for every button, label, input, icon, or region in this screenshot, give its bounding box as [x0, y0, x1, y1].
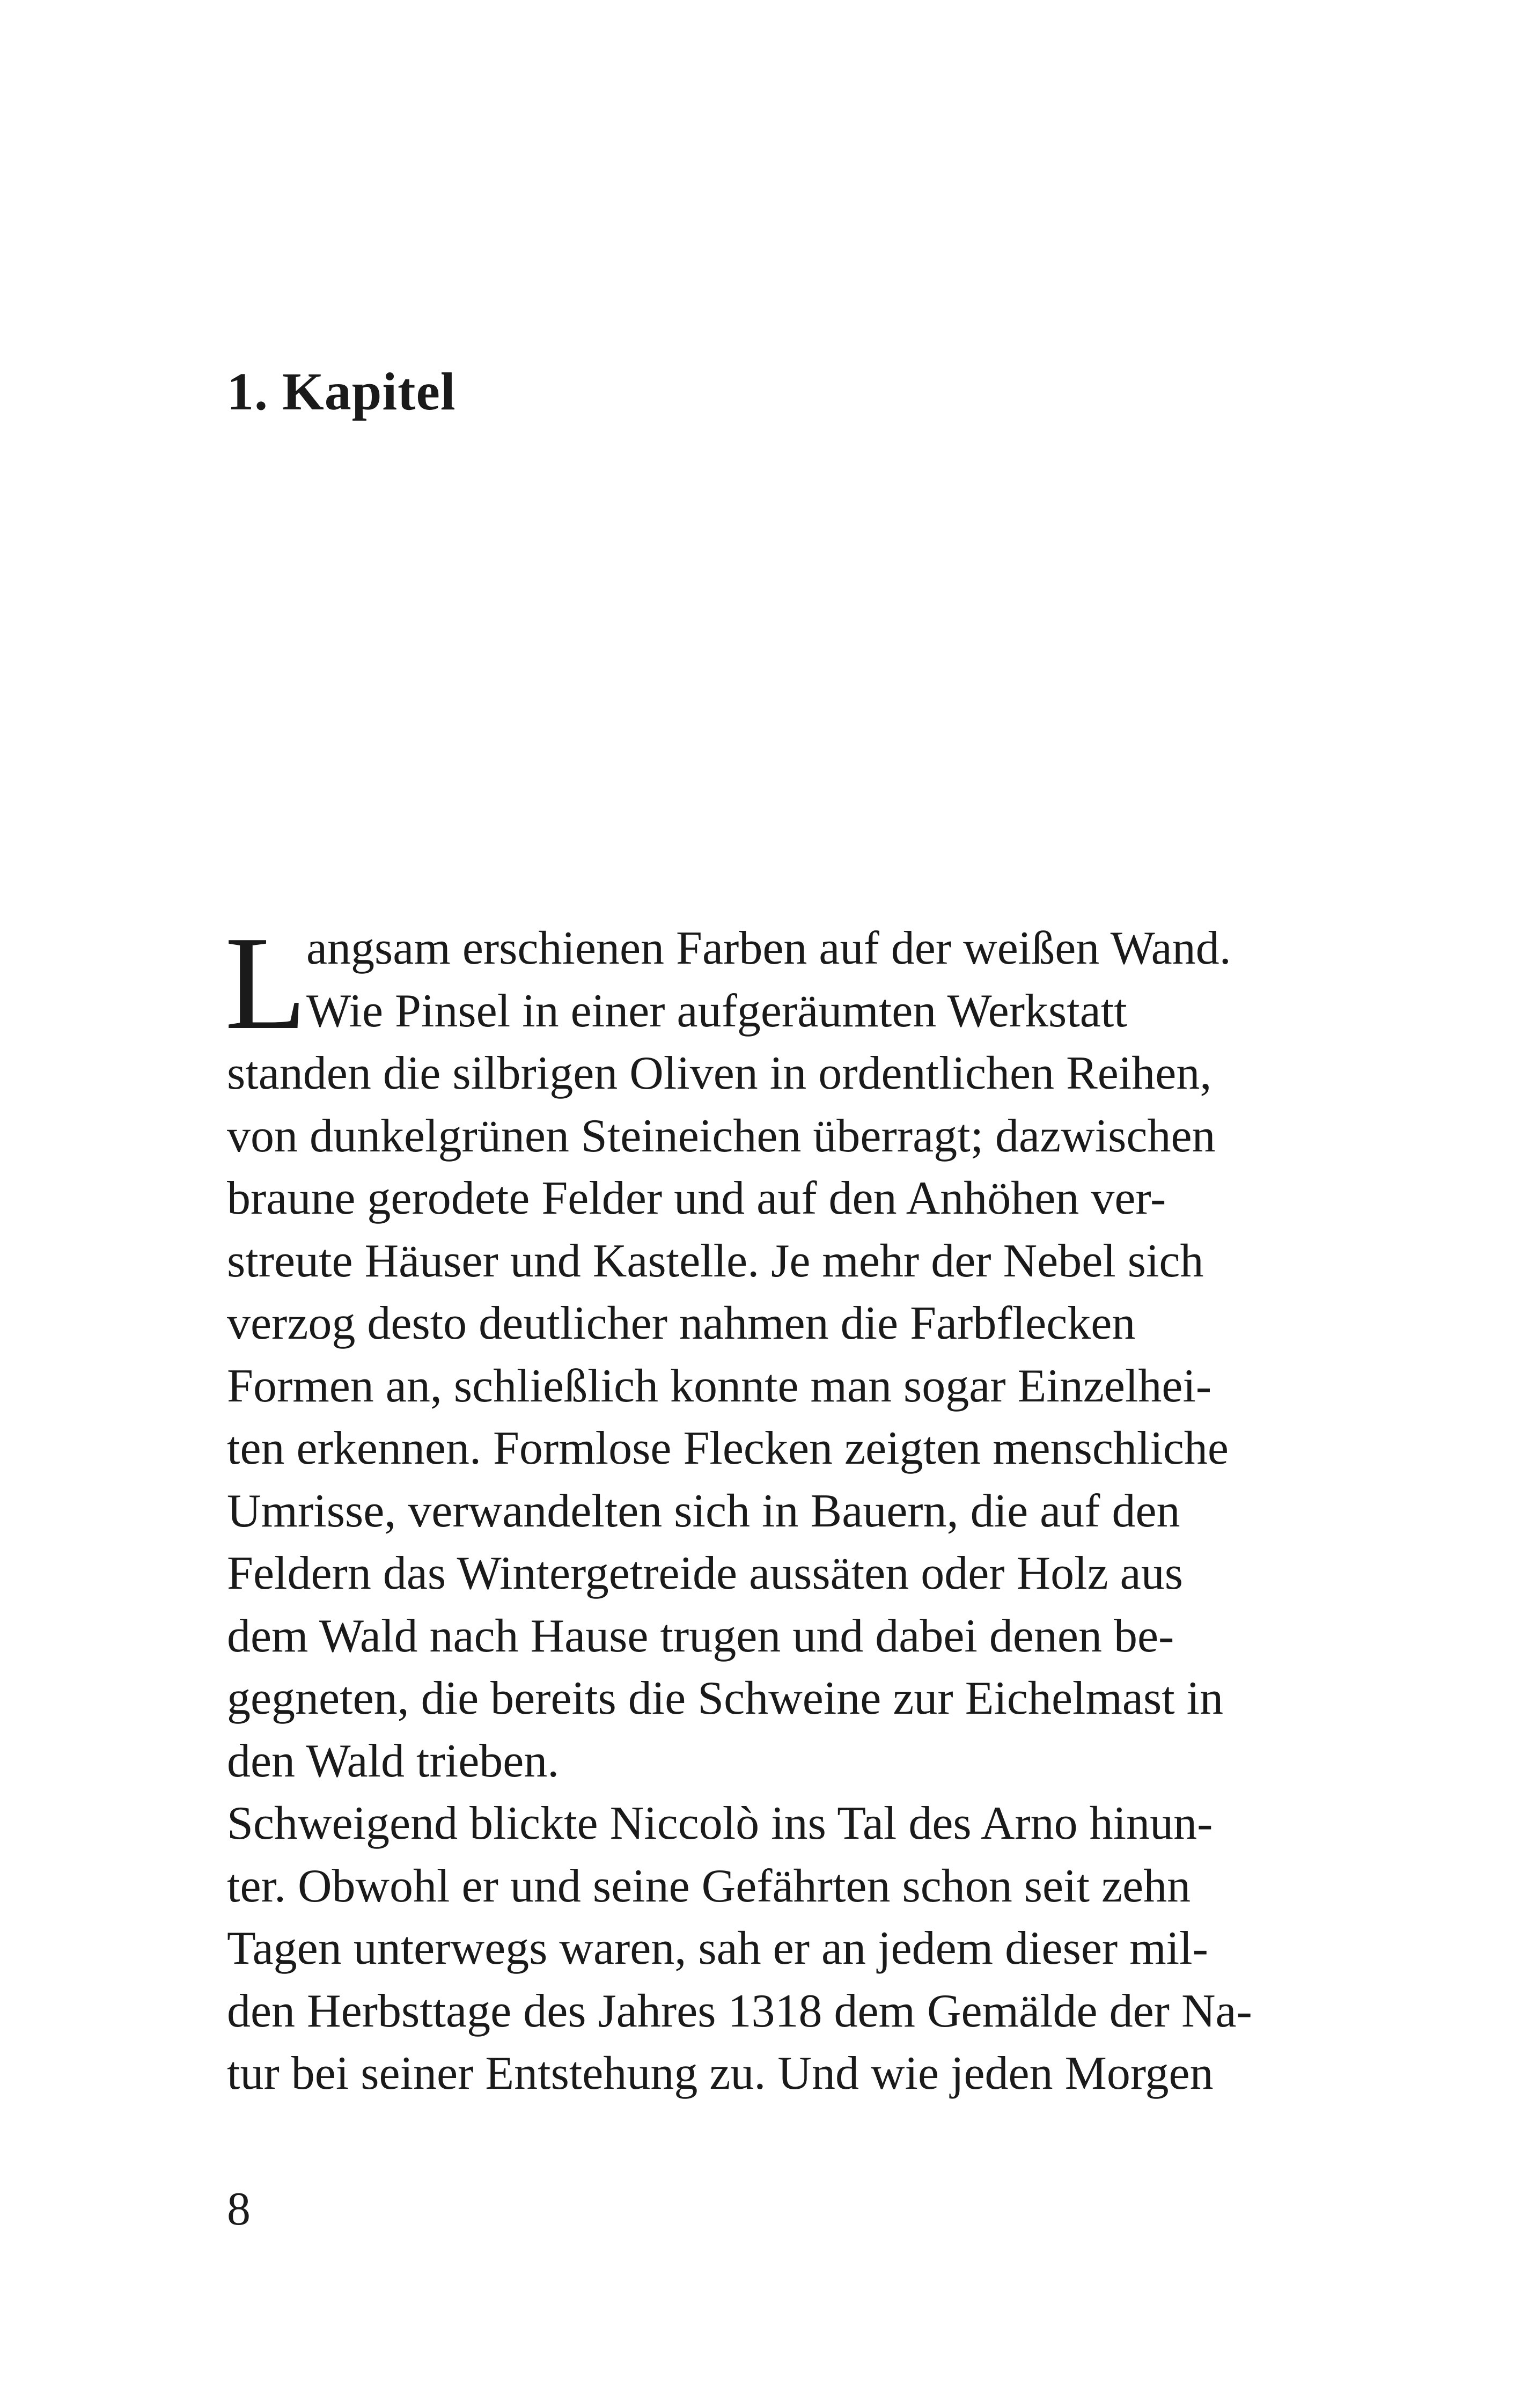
- page-number: 8: [227, 2183, 251, 2235]
- text-line: den Herbsttage des Jahres 1318 dem Gemälde der Na-: [227, 1985, 1252, 2037]
- text-line: Schweigend blickte Niccolò ins Tal des Arno hinun-: [227, 1797, 1213, 1849]
- text-line: verzog desto deutlicher nahmen die Farbflecken: [227, 1297, 1136, 1349]
- text-line: Wie Pinsel in einer aufgeräumten Werkstatt: [306, 985, 1127, 1037]
- text-line: angsam erschienen Farben auf der weißen Wand.: [306, 922, 1231, 974]
- body-text: [225, 909, 1300, 2105]
- text-line: dem Wald nach Hause trugen und dabei denen be-: [227, 1610, 1174, 1662]
- text-line: Feldern das Wintergetreide aussäten oder Holz aus: [227, 1547, 1183, 1599]
- text-line: gegneten, die bereits die Schweine zur Eichelmast in: [227, 1672, 1224, 1724]
- text-line: Formen an, schließlich konnte man sogar Einzelhei-: [227, 1360, 1212, 1412]
- text-line: den Wald trieben.: [227, 1735, 560, 1787]
- chapter-title: 1. Kapitel: [227, 362, 456, 421]
- text-line: tur bei seiner Entstehung zu. Und wie jeden Morgen: [227, 2047, 1214, 2099]
- text-line: von dunkelgrünen Steineichen überragt; dazwischen: [227, 1110, 1216, 1162]
- text-line: ten erkennen. Formlose Flecken zeigten menschliche: [227, 1422, 1229, 1474]
- drop-cap: L: [225, 909, 307, 1058]
- text-line: ter. Obwohl er und seine Gefährten schon seit zehn: [227, 1860, 1191, 1912]
- text-line: Tagen unterwegs waren, sah er an jedem dieser mil-: [227, 1922, 1208, 1974]
- text-line: standen die silbrigen Oliven in ordentlichen Reihen,: [227, 1047, 1212, 1099]
- text-line: streute Häuser und Kastelle. Je mehr der Nebel sich: [227, 1235, 1204, 1287]
- text-line: Umrisse, verwandelten sich in Bauern, die auf den: [227, 1485, 1180, 1537]
- text-line: braune gerodete Felder und auf den Anhöhen ver-: [227, 1172, 1166, 1224]
